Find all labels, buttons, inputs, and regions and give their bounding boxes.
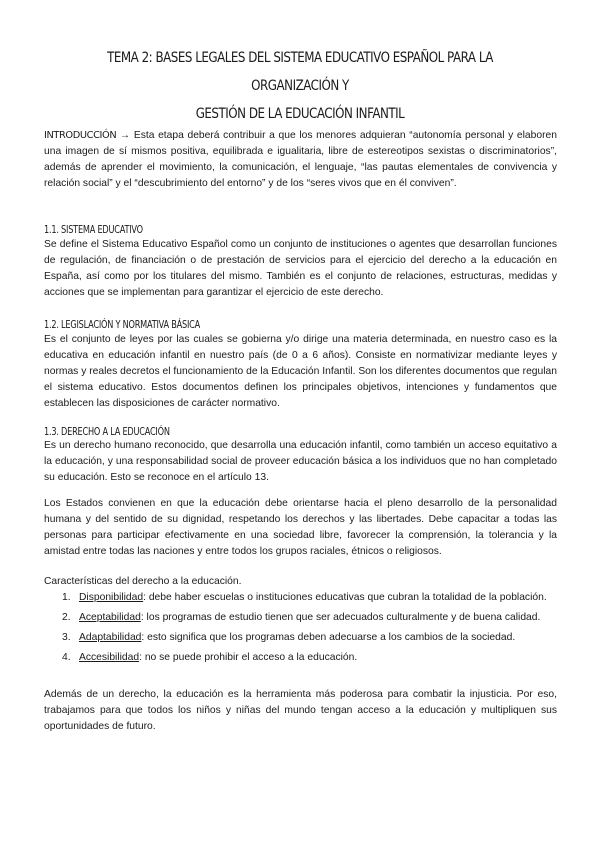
list-item: [44, 590, 557, 606]
section-paragraph-derecho-1: Es un derecho humano reconocido, que desarrolla una educación infantil, como también un acceso equitativo a la educación, y una responsabilidad social de proveer educación básica a los individuos que no han completado su educación. Esto se reconoce en el artículo 13.: [44, 440, 557, 483]
list-text: : esto significa que los programas deben adecuarse a los cambios de la sociedad.: [141, 632, 516, 643]
intro-text: Esta etapa deberá contribuir a que los menores adquieran “autonomía personal y elaboren una imagen de sí mismos positiva, equilibrada e igualitaria, libre de estereotipos sexistas o discriminatorios”, además de aprender el movimiento, la comunicación, el lenguaje, “las pautas elementales de convivencia y relación social” y el “descubrimiento del entorno” y de los “seres vivos que en él conviven”.: [44, 130, 557, 189]
arrow-icon: →: [119, 130, 131, 141]
section-paragraph-sistema-educativo: Se define el Sistema Educativo Español como un conjunto de instituciones o agentes que desarrollan funciones de regulación, de financiación o de prestación de servicios para el ejercicio del derecho a la educación en España, así como por los titulares del mismo. También es el conjunto de relaciones, estructuras, medidas y acciones que se implementan para garantizar el ejercicio de este derecho.: [44, 239, 557, 298]
section-heading-derecho-educacion: 1.3. DERECHO A LA EDUCACIÓN: [44, 426, 170, 438]
list-number: 4.: [62, 652, 71, 663]
title-line-2: GESTIÓN DE LA EDUCACIÓN INFANTIL: [195, 106, 405, 122]
document-title: [87, 44, 513, 128]
intro-paragraph: [44, 128, 557, 192]
section-heading-legislacion: 1.2. LEGISLACIÓN Y NORMATIVA BÁSICA: [44, 319, 201, 331]
list-term: Accesibilidad: [79, 652, 140, 663]
title-line-1: TEMA 2: BASES LEGALES DEL SISTEMA EDUCATIVO ESPAÑOL PARA LA ORGANIZACIÓN Y: [107, 50, 493, 94]
list-term: Adaptabilidad: [79, 632, 142, 643]
list-number: 1.: [62, 592, 71, 603]
characteristics-intro: Características del derecho a la educación.: [44, 576, 242, 587]
list-text: : los programas de estudio tienen que ser adecuados culturalmente y de buena calidad.: [140, 612, 541, 623]
list-item: [44, 650, 557, 666]
intro-label: INTRODUCCIÓN: [44, 130, 117, 141]
closing-paragraph: Además de un derecho, la educación es la herramienta más poderosa para combatir la injusticia. Por eso, trabajamos para que todos los niños y niñas del mundo tengan acceso a la educación y multipliquen sus oportunidades de futuro.: [44, 689, 557, 732]
section-paragraph-legislacion: Es el conjunto de leyes por las cuales se gobierna y/o dirige una materia determinada, en nuestro caso es la educativa en educación infantil en nuestro país (de 0 a 6 años). Consiste en normativizar mediante leyes y normas y reales decretos el funcionamiento de la Educación Infantil. Son los diferentes documentos que regulan el sistema educativo. Estos documentos definen los principales objetivos, intenciones y fundamentos que establecen las disposiciones de carácter normativo.: [44, 334, 557, 409]
list-text: : no se puede prohibir el acceso a la educación.: [139, 652, 358, 663]
section-heading-sistema-educativo: 1.1. SISTEMA EDUCATIVO: [44, 224, 143, 236]
characteristics-list-container: [44, 590, 557, 670]
list-text: : debe haber escuelas o instituciones educativas que cubran la totalidad de la población.: [143, 592, 547, 603]
section-paragraph-derecho-2: Los Estados convienen en que la educación debe orientarse hacia el pleno desarrollo de la personalidad humana y del sentido de su dignidad, respetando los derechos y las libertades. Debe capacitar a todas las personas para participar efectivamente en una sociedad libre, favorecer la comprensión, la tolerancia y la amistad entre todas las naciones y entre todos los grupos raciales, étnicos o religiosos.: [44, 498, 557, 557]
list-number: 2.: [62, 612, 71, 623]
list-number: 3.: [62, 632, 71, 643]
list-item: [44, 630, 557, 646]
list-item: [44, 610, 557, 626]
characteristics-list: [44, 590, 557, 666]
list-term: Disponibilidad: [79, 592, 144, 603]
list-term: Aceptabilidad: [79, 612, 141, 623]
